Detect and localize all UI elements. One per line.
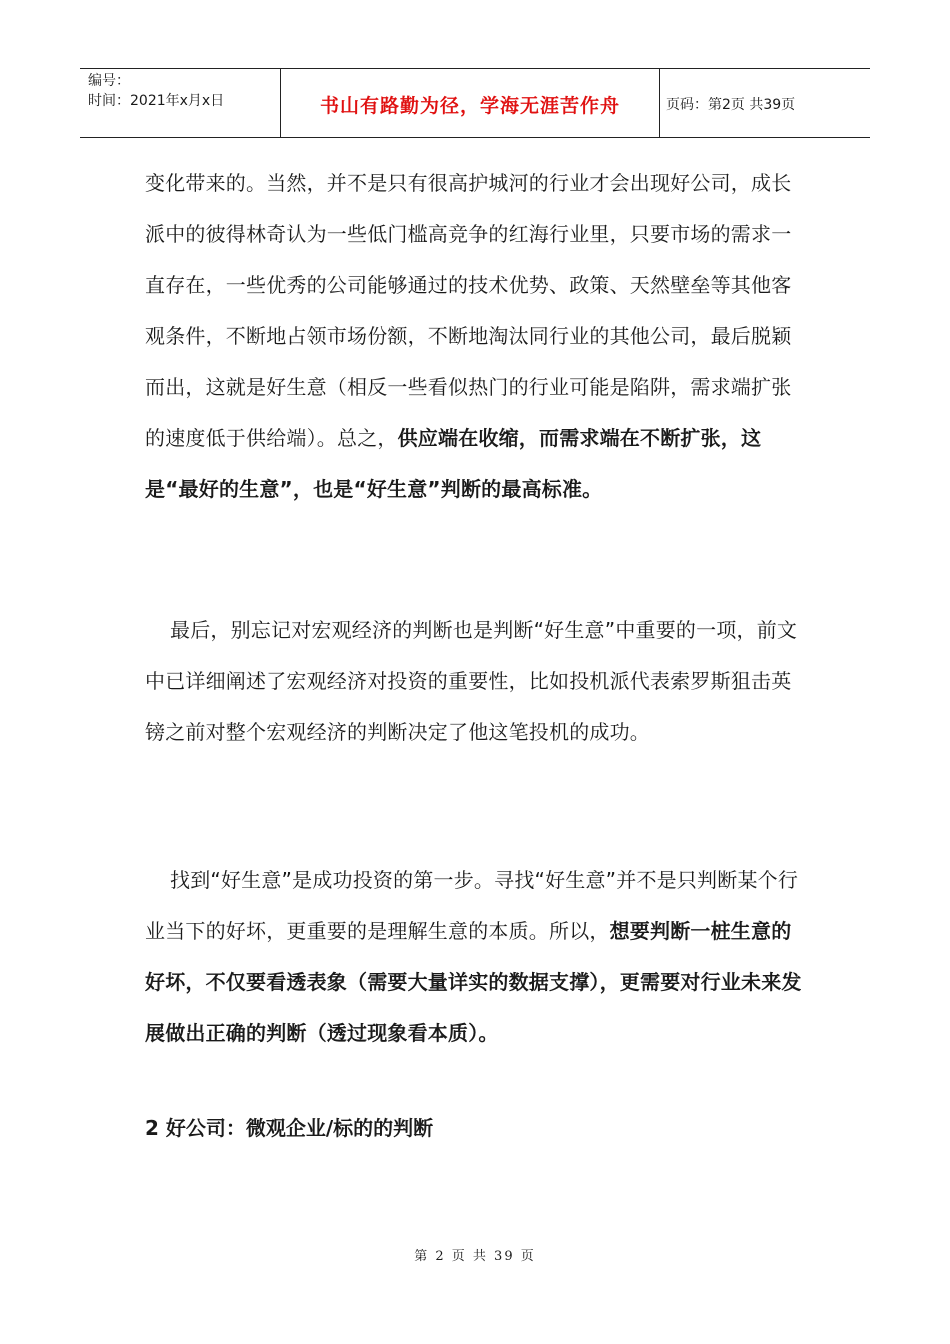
paragraph-2 bbox=[145, 605, 805, 758]
paragraph-1 bbox=[145, 158, 805, 515]
paragraph-3 bbox=[145, 855, 805, 1059]
header-motto-cell bbox=[281, 69, 660, 137]
header-motto: 书山有路勤为径，学海无涯苦作舟 bbox=[319, 95, 620, 117]
header-meta-cell bbox=[80, 69, 281, 137]
paragraph-3-emphasis: 想要判断一桩生意的好坏，不仅要看透表象（需要大量详实的数据支撑），更需要对行业未来发展做出正确的判断（透过现象看本质）。 bbox=[145, 919, 802, 1045]
document-number-label: 编号： bbox=[88, 73, 130, 89]
paragraph-3-text: 找到“好生意”是成功投资的第一步。寻找“好生意”并不是只判断某个行业当下的好坏，更重要的是理解生意的本质。所以， bbox=[145, 868, 799, 943]
header-page-code: 页码：第2页 共39页 bbox=[666, 97, 796, 113]
page-footer: 第 2 页 共 39 页 bbox=[414, 1249, 536, 1264]
paragraph-1-emphasis: 供应端在收缩，而需求端在不断扩张，这是“最好的生意”，也是“好生意”判断的最高标准。 bbox=[145, 426, 762, 501]
paragraph-1-text: 变化带来的。当然，并不是只有很高护城河的行业才会出现好公司，成长派中的彼得林奇认为一些低门槛高竞争的红海行业里，只要市场的需求一直存在，一些优秀的公司能够通过的技术优势、政策、天然壁垒等其他客观条件，不断地占领市场份额，不断地淘汰同行业的其他公司，最后脱颖而出，这就是好生意（相反一些看似热门的行业可能是陷阱，需求端扩张的速度低于供给端）。总之， bbox=[145, 171, 792, 450]
document-time-label: 时间：2021年x月x日 bbox=[88, 93, 225, 109]
section-heading-block bbox=[145, 1113, 805, 1143]
header-page-cell bbox=[660, 69, 870, 137]
section-heading: 2 好公司：微观企业/标的的判断 bbox=[145, 1116, 434, 1140]
paragraph-2-text: 最后，别忘记对宏观经济的判断也是判断“好生意”中重要的一项，前文中已详细阐述了宏观经济对投资的重要性，比如投机派代表索罗斯狙击英镑之前对整个宏观经济的判断决定了他这笔投机的成功。 bbox=[145, 618, 798, 744]
page-header bbox=[80, 68, 870, 138]
